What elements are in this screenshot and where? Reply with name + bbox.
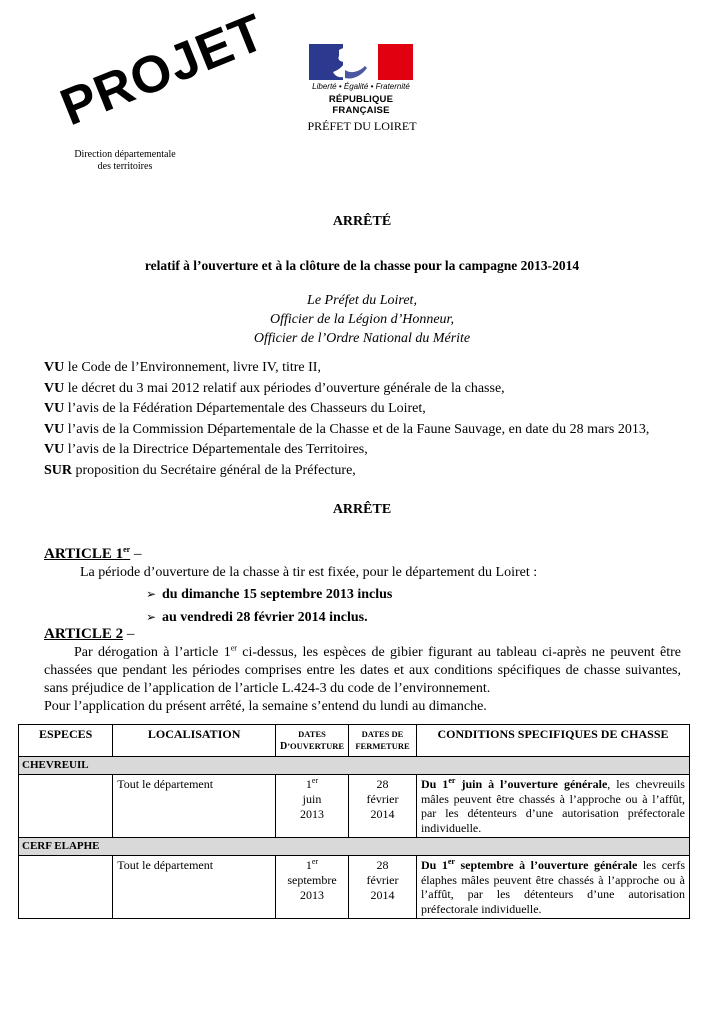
cell-ouverture: 1er septembre 2013 [275,856,348,919]
prefet-block [0,291,724,348]
prefet-header: PRÉFET DU LOIRET [307,119,417,133]
header-conditions: CONDITIONS SPECIFIQUES DE CHASSE [416,725,689,757]
article-1-text: La période d’ouverture de la chasse à tir est fixée, pour le département du Loiret : [80,565,538,580]
arrow-bullet-icon: ➢ [146,610,157,624]
header-ouverture: DATES D’OUVERTURE [275,725,348,757]
cell-localisation: Tout le département [113,856,276,919]
consideration-item: VU le Code de l’Environnement, livre IV, titre II, [44,360,321,375]
species-table [18,724,690,919]
article-1-bullet: ➢ au vendredi 28 février 2014 inclus. [146,610,368,625]
cell-ouverture: 1er juin 2013 [275,775,348,838]
article-2-title: ARTICLE 2 – [44,626,135,642]
considerations-list [44,358,704,481]
document-subtitle: relatif à l’ouverture et à la clôture de la chasse pour la campagne 2013-2014 [144,258,580,273]
table-row [19,775,690,838]
header-localisation: LOCALISATION [113,725,276,757]
table-header-row [19,725,690,757]
article-2-text: Par dérogation à l’article 1er ci-dessus, les espèces de gibier figurant au tableau ci-après ne peuvent être chassées que pendant les périodes comprises entre les dates et aux conditions spécifiques de chasse suivantes, sans préjudice de l’application de l’article L.424-3 du code de l’environnement. Pour l’application du présent arrêté, la semaine s’entend du lundi au dimanche. [44,643,681,714]
prefet-line-3: Officier de l’Ordre National du Mérite [253,331,471,346]
header-especes: ESPECES [19,725,113,757]
cell-fermeture: 28 février 2014 [349,856,417,919]
category-label: CHEVREUIL [19,757,690,775]
category-row [19,838,690,856]
table-row [19,856,690,919]
logo-motto: Liberté • Égalité • Fraternité [312,82,410,91]
article-2-text-2: Pour l’application du présent arrêté, la semaine s’entend du lundi au dimanche. [44,699,487,714]
category-row [19,757,690,775]
consideration-item: VU le décret du 3 mai 2012 relatif aux périodes d’ouverture générale de la chasse, [44,380,505,396]
cell-conditions: Du 1er juin à l’ouverture générale, les chevreuils mâles peuvent être chassés à l’approche ou à l’affût, par les détenteurs d’une autorisation préfectorale individuelle. [416,775,689,838]
article-1-bullet: ➢ du dimanche 15 septembre 2013 inclus [146,587,393,602]
arrow-bullet-icon: ➢ [146,587,157,601]
prefet-line-2: Officier de la Légion d’Honneur, [270,312,454,327]
projet-stamp-text: PROJET [52,3,273,138]
prefet-line-1: Le Préfet du Loiret, [307,293,417,308]
cell-fermeture: 28 février 2014 [349,775,417,838]
category-label: CERF ELAPHE [19,838,690,856]
article-1-title: ARTICLE 1er – [44,545,142,562]
consideration-item: SUR proposition du Secrétaire général de la Préfecture, [44,462,356,478]
consideration-item: VU l’avis de la Commission Départementale de la Chasse et de la Faune Sauvage, en date du 28 mars 2013, [44,421,650,437]
projet-stamp [52,3,273,138]
cell-localisation: Tout le département [113,775,276,838]
arrete-heading: ARRÊTE [332,502,392,517]
document-title: ARRÊTÉ [332,214,392,229]
logo-republic: RÉPUBLIQUE FRANÇAISE [328,94,394,116]
direction-line-2: des territoires [97,161,153,172]
direction-line-1: Direction départementale [74,149,176,160]
consideration-item: VU l’avis de la Directrice Départementale des Territoires, [44,442,368,457]
header-fermeture: DATES DE FERMETURE [349,725,417,757]
direction-label [50,149,200,173]
cell-conditions: Du 1er septembre à l’ouverture générale les cerfs élaphes mâles peuvent être chassés à l’approche ou à l’affût, par les détenteurs d’une autorisation préfectorale individuelle. [416,856,689,919]
consideration-item: VU l’avis de la Fédération Départementale des Chasseurs du Loiret, [44,401,426,416]
